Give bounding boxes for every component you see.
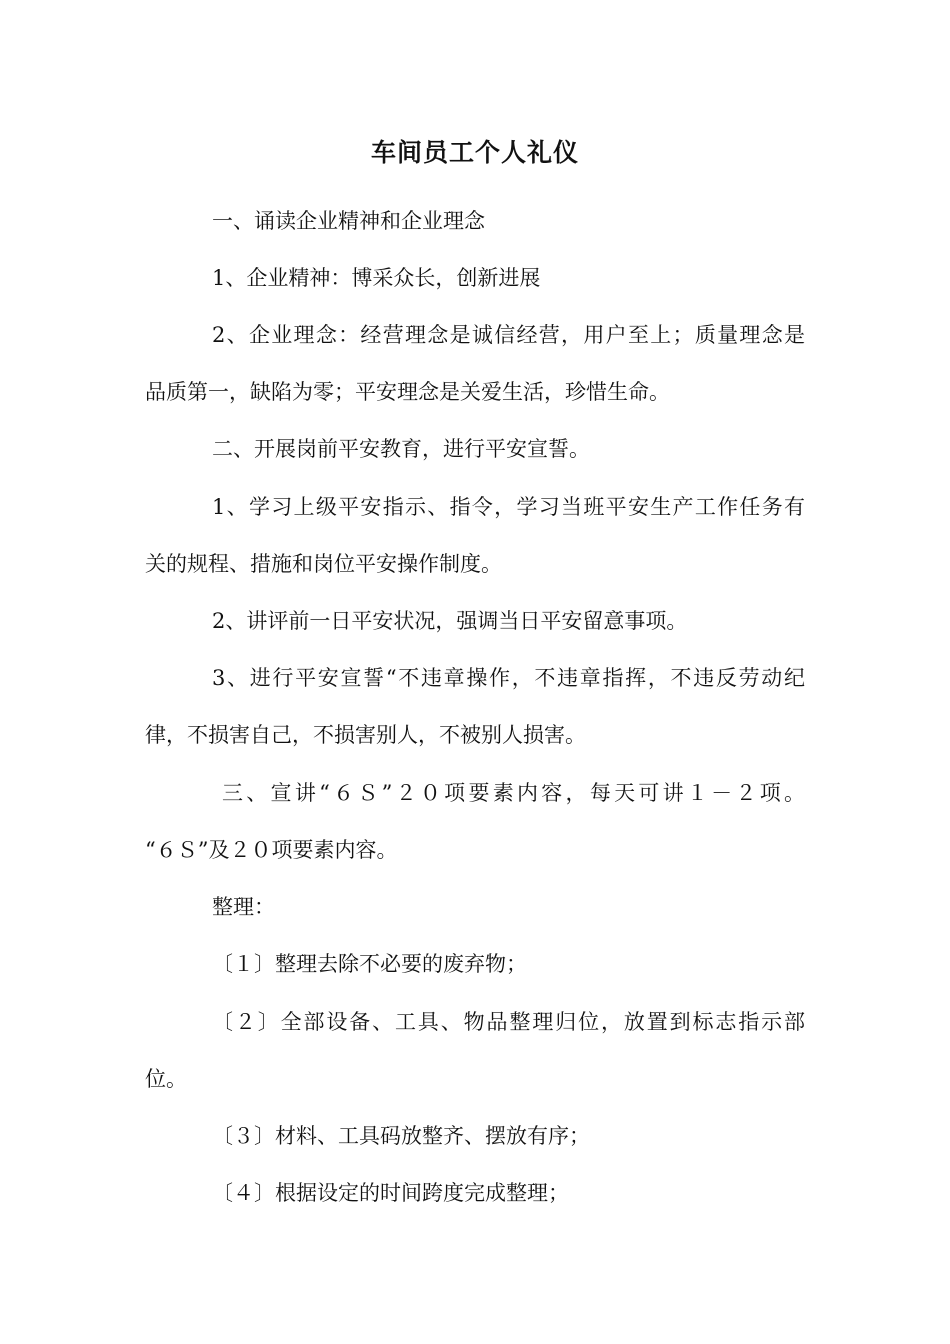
document-title: 车间员工个人礼仪 [370, 138, 579, 167]
paragraph-line: 2、企业理念：经营理念是诚信经营，用户至上；质量理念是 [212, 323, 805, 347]
paragraph-line: 1、学习上级平安指示、指令，学习当班平安生产工作任务有 [212, 495, 805, 519]
list-item: 〔４〕根据设定的时间跨度完成整理； [212, 1181, 569, 1205]
section-heading-1: 一、诵读企业精神和企业理念 [212, 209, 485, 233]
paragraph-line: 关的规程、措施和岗位平安操作制度。 [145, 552, 502, 576]
paragraph-line: 律，不损害自己，不损害别人，不被别人损害。 [145, 723, 586, 747]
list-item: 〔３〕材料、工具码放整齐、摆放有序； [212, 1124, 590, 1148]
list-item: 〔２〕全部设备、工具、物品整理归位，放置到标志指示部 [212, 1010, 805, 1034]
section-heading-3: 三、宣讲“６Ｓ”２０项要素内容，每天可讲１－２项。 [222, 781, 805, 805]
subheading-zhengli: 整理： [212, 895, 275, 919]
section-heading-2: 二、开展岗前平安教育，进行平安宣誓。 [212, 437, 590, 461]
paragraph-line: 品质第一，缺陷为零；平安理念是关爱生活，珍惜生命。 [145, 380, 670, 404]
list-item: 〔１〕整理去除不必要的废弃物； [212, 952, 527, 976]
paragraph-line: 2、讲评前一日平安状况，强调当日平安留意事项。 [212, 609, 688, 633]
list-item-continuation: 位。 [145, 1067, 187, 1091]
paragraph-line: 1、企业精神：博采众长，创新进展 [212, 266, 541, 290]
paragraph-line: “６Ｓ”及２０项要素内容。 [145, 838, 398, 862]
paragraph-line: 3、进行平安宣誓“不违章操作，不违章指挥，不违反劳动纪 [212, 666, 805, 690]
